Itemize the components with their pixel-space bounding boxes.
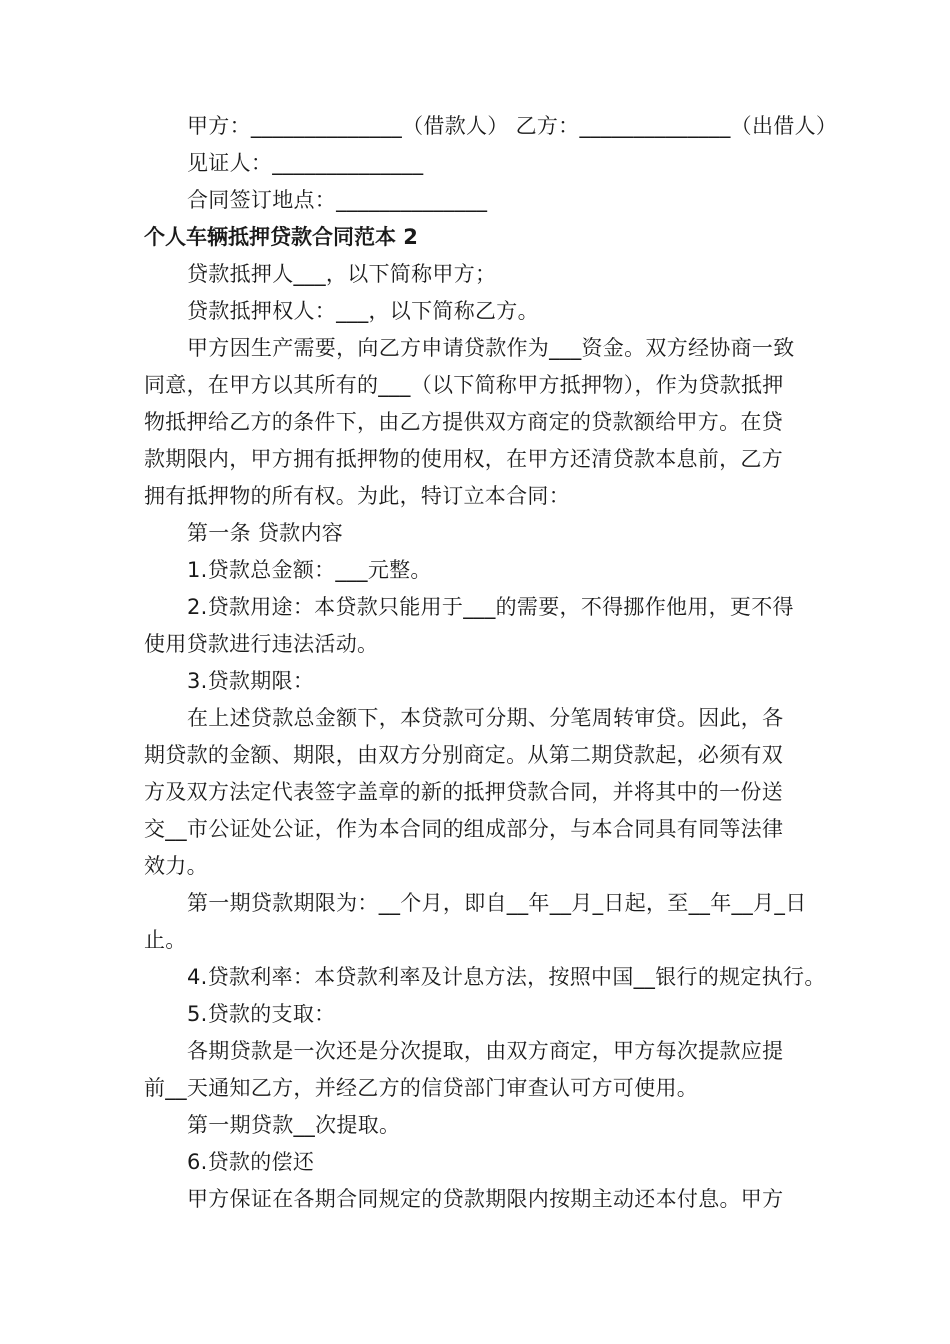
item-4-interest-rate: 4.贷款利率：本贷款利率及计息方法，按照中国__银行的规定执行。 xyxy=(187,965,826,989)
paragraph-line: 同意，在甲方以其所有的___（以下简称甲方抵押物），作为贷款抵押 xyxy=(144,373,784,397)
item-6-paragraph xyxy=(144,1181,816,1218)
mortgagor-line: 贷款抵押人___，以下简称甲方； xyxy=(187,262,497,286)
paragraph-line: 使用贷款进行违法活动。 xyxy=(144,632,379,656)
document-page xyxy=(144,108,838,1218)
paragraph-line: 2.贷款用途：本贷款只能用于___的需要，不得挪作他用，更不得 xyxy=(187,595,794,619)
paragraph-line: 甲方保证在各期合同规定的贷款期限内按期主动还本付息。甲方 xyxy=(187,1187,784,1211)
paragraph-line: 前__天通知乙方，并经乙方的信贷部门审查认可方可使用。 xyxy=(144,1076,699,1100)
item-3-loan-term: 3.贷款期限： xyxy=(187,669,315,693)
party-line: 甲方：______________（借款人） 乙方：______________（出借人） xyxy=(187,114,838,138)
mortgagee-line: 贷款抵押权人：___，以下简称乙方。 xyxy=(187,299,539,323)
first-term-paragraph xyxy=(144,885,816,959)
paragraph-line: 款期限内，甲方拥有抵押物的使用权，在甲方还清贷款本息前，乙方 xyxy=(144,447,783,471)
item-5-withdrawal: 5.贷款的支取： xyxy=(187,1002,336,1026)
paragraph-line: 期贷款的金额、期限，由双方分别商定。从第二期贷款起，必须有双 xyxy=(144,743,783,767)
first-draw-line: 第一期贷款__次提取。 xyxy=(187,1113,401,1137)
item-6-repayment: 6.贷款的偿还 xyxy=(187,1150,315,1174)
witness-line: 见证人：______________ xyxy=(187,151,424,175)
paragraph-line: 物抵押给乙方的条件下，由乙方提供双方商定的贷款额给甲方。在贷 xyxy=(144,410,783,434)
paragraph-line: 第一期贷款期限为：__个月，即自__年__月_日起，至__年__月_日 xyxy=(187,891,807,915)
article-1-title: 第一条 贷款内容 xyxy=(187,521,344,545)
item-5-paragraph xyxy=(144,1033,816,1107)
item-2-loan-purpose xyxy=(144,589,816,663)
paragraph-line: 甲方因生产需要，向乙方申请贷款作为___资金。双方经协商一致 xyxy=(187,336,795,360)
paragraph-line: 方及双方法定代表签字盖章的新的抵押贷款合同，并将其中的一份送 xyxy=(144,780,783,804)
paragraph-line: 交__市公证处公证，作为本合同的组成部分，与本合同具有同等法律 xyxy=(144,817,784,841)
preamble-paragraph xyxy=(144,330,816,515)
item-3-paragraph xyxy=(144,700,816,885)
paragraph-line: 在上述贷款总金额下，本贷款可分期、分笔周转审贷。因此，各 xyxy=(187,706,784,730)
paragraph-line: 拥有抵押物的所有权。为此，特订立本合同： xyxy=(144,484,570,508)
paragraph-line: 止。 xyxy=(144,928,187,952)
paragraph-line: 效力。 xyxy=(144,854,208,878)
paragraph-line: 各期贷款是一次还是分次提取，由双方商定，甲方每次提款应提 xyxy=(187,1039,784,1063)
signing-place-line: 合同签订地点：______________ xyxy=(187,188,488,212)
item-1-loan-amount: 1.贷款总金额：___元整。 xyxy=(187,558,432,582)
section-title: 个人车辆抵押贷款合同范本 2 xyxy=(144,225,418,249)
